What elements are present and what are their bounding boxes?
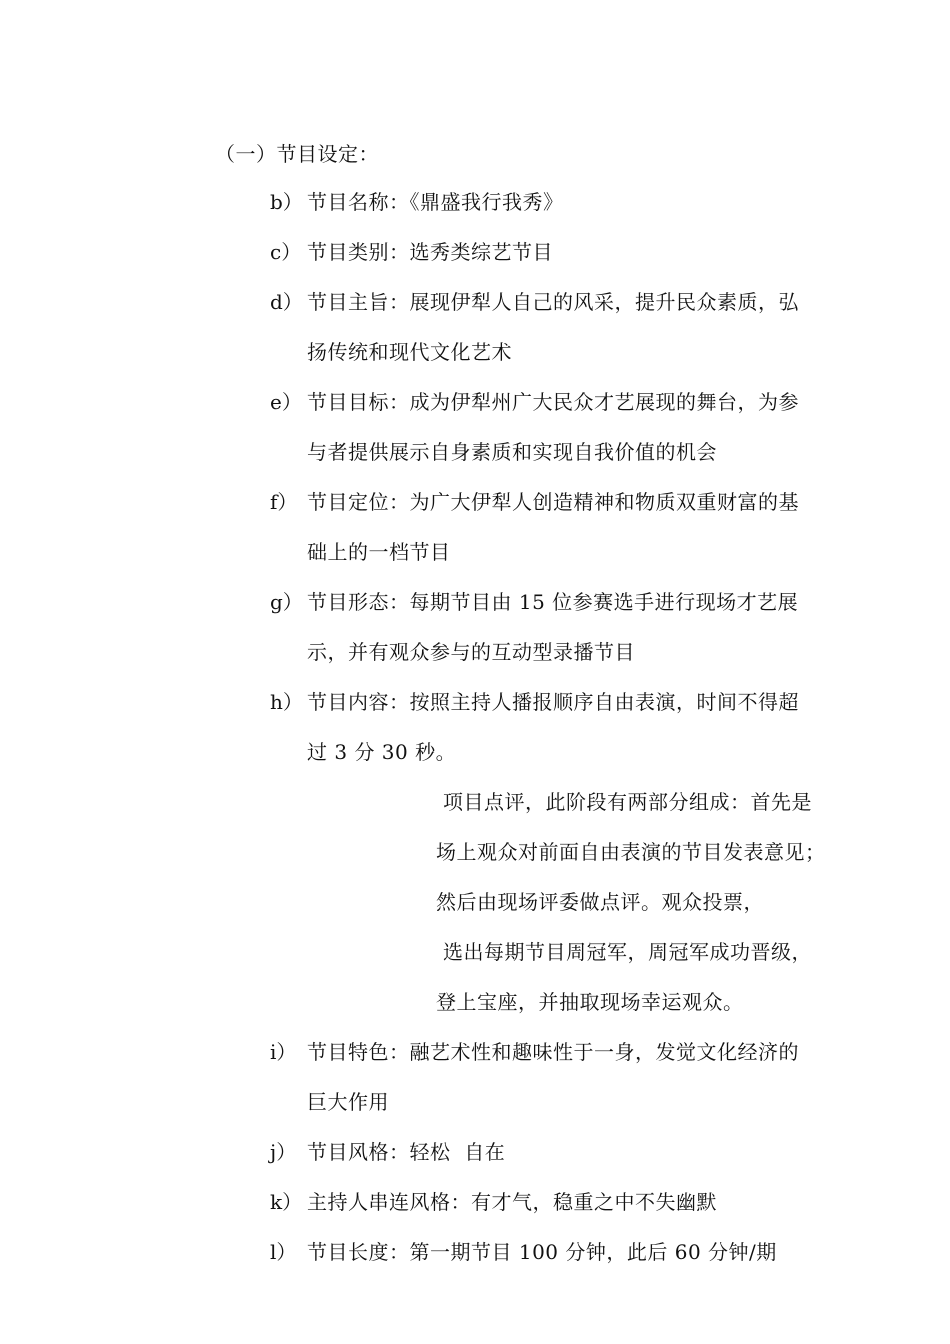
item-program-feature-continued: 巨大作用 <box>307 1090 389 1114</box>
content-detail-line: 登上宝座，并抽取现场幸运观众。 <box>436 990 744 1014</box>
item-program-feature: 节目特色：融艺术性和趣味性于一身，发觉文化经济的 <box>307 1040 799 1064</box>
item-marker-e: e） <box>270 390 302 414</box>
content-detail-line: 然后由现场评委做点评。观众投票， <box>436 890 764 914</box>
item-program-content: 节目内容：按照主持人播报顺序自由表演，时间不得超 <box>307 690 799 714</box>
item-program-positioning-continued: 础上的一档节目 <box>307 540 451 564</box>
item-program-goal-continued: 与者提供展示自身素质和实现自我价值的机会 <box>307 440 717 464</box>
content-detail-line: 选出每期节目周冠军，周冠军成功晋级， <box>443 940 812 964</box>
item-marker-c: c） <box>270 240 302 264</box>
item-marker-h: h） <box>270 690 303 714</box>
item-program-length: 节目长度：第一期节目 100 分钟，此后 60 分钟/期 <box>307 1240 777 1264</box>
item-program-name: 节目名称：《鼎盛我行我秀》 <box>307 190 564 214</box>
item-marker-d: d） <box>270 290 303 314</box>
item-marker-k: k） <box>270 1190 303 1214</box>
item-program-format: 节目形态：每期节目由 15 位参赛选手进行现场才艺展 <box>307 590 799 614</box>
item-program-positioning: 节目定位：为广大伊犁人创造精神和物质双重财富的基 <box>307 490 799 514</box>
item-marker-j: j） <box>270 1140 297 1164</box>
item-marker-g: g） <box>270 590 303 614</box>
item-program-style: 节目风格：轻松 自在 <box>307 1140 506 1164</box>
item-marker-b: b） <box>270 190 303 214</box>
content-detail-line: 项目点评，此阶段有两部分组成：首先是 <box>443 790 812 814</box>
item-program-content-continued: 过 3 分 30 秒。 <box>307 740 457 764</box>
item-marker-l: l） <box>270 1240 297 1264</box>
item-program-purpose-continued: 扬传统和现代文化艺术 <box>307 340 512 364</box>
item-marker-f: f） <box>270 490 298 514</box>
item-host-style: 主持人串连风格：有才气，稳重之中不失幽默 <box>307 1190 717 1214</box>
item-marker-i: i） <box>270 1040 297 1064</box>
content-detail-line: 场上观众对前面自由表演的节目发表意见； <box>436 840 826 864</box>
item-program-goal: 节目目标：成为伊犁州广大民众才艺展现的舞台，为参 <box>307 390 799 414</box>
item-program-category: 节目类别：选秀类综艺节目 <box>307 240 553 264</box>
item-program-purpose: 节目主旨：展现伊犁人自己的风采，提升民众素质，弘 <box>307 290 799 314</box>
section-heading: （一）节目设定： <box>215 142 379 166</box>
item-program-format-continued: 示，并有观众参与的互动型录播节目 <box>307 640 635 664</box>
